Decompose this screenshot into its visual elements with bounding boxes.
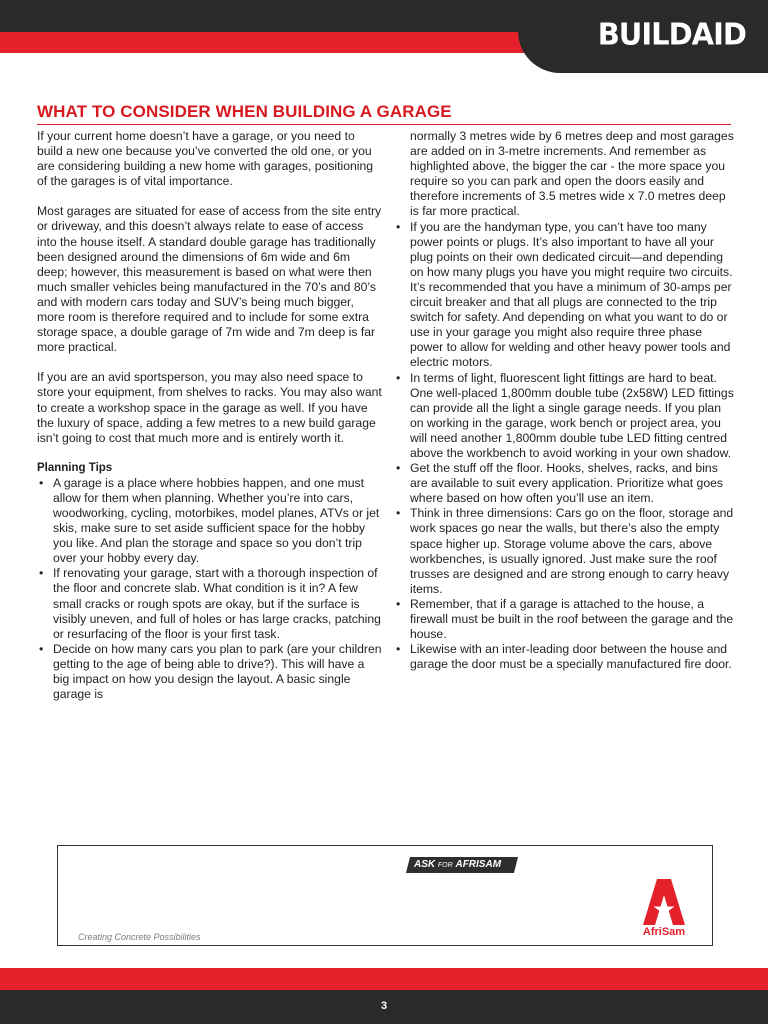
planning-tips-heading: Planning Tips	[37, 461, 113, 474]
sportsperson-paragraph: If you are an avid sportsperson, you may also need space to store your equipment, from shelves to racks. You may also want to create a workshop space in the garage as well. If you have the luxury of space, adding a few metres to a new build garage isn’t going to cost that much more and is entirely worth it.	[37, 370, 382, 445]
list-item	[37, 566, 383, 641]
list-item-text: Remember, that if a garage is attached to the house, a firewall must be built in the roof between the garage and the house.	[410, 596, 734, 642]
page-title: WHAT TO CONSIDER WHEN BUILDING A GARAGE	[37, 102, 452, 121]
page-number: 3	[380, 1000, 388, 1012]
dimensions-paragraph: Most garages are situated for ease of access from the site entry or driveway, and this doesn’t always relate to ease of access into the house itself. A standard double garage has traditionally been designed around the dimensions of 6m wide and 6m deep; however, this measurement is based on what were then much smaller vehicles being manufactured in the 70’s and 80’s and with modern cars today and SUV’s being much bigger, more room is therefore required and to include for some extra storage space, a double garage of 7m wide and 7m deep is far more practical.	[37, 204, 382, 355]
list-item	[394, 461, 736, 506]
afrisam-word: AFRISAM	[455, 859, 502, 870]
for-word: FOR	[437, 862, 453, 869]
intro-paragraph: If your current home doesn’t have a garage, or you need to build a new one because you’ve converted the old one, or you are considering building a new home with garages, positioning of the garages is of vital importance.	[37, 129, 374, 189]
list-item-text: In terms of light, fluorescent light fittings are hard to beat. One well-placed 1,800mm double tube (2x58W) LED fittings can provide all the light a single garage needs. If you plan on working in the garage, work bench or project area, you will need another 1,800mm double tube LED fitting centred above the workbench to avoid working in your own shadow.	[410, 370, 734, 460]
list-item-text: Decide on how many cars you plan to park (are your children getting to the age of being able to drive?). This will have a big impact on how you design the layout. A basic single garage is	[53, 641, 382, 702]
list-item-text: If renovating your garage, start with a thorough inspection of the floor and concrete slab. What condition is it in? A few small cracks or rough spots are okay, but if the surface is visibly uneven, and full of holes or has large cracks, patching or resurfacing of the floor is your first task.	[53, 566, 381, 641]
ask-for-afrisam-text	[414, 857, 501, 873]
planning-tips-list	[37, 476, 383, 702]
list-item	[394, 642, 736, 672]
bullet-icon: •	[39, 475, 44, 490]
afrisam-brand-text: AfriSam	[642, 926, 686, 938]
right-column	[394, 129, 736, 672]
buildaid-logo: BUILDAID	[597, 16, 746, 52]
list-item-text: Think in three dimensions: Cars go on the floor, storage and work spaces go near the walls, but there’s also the empty space higher up. Storage volume above the cars, above workbenches, is usually ignored. Just make sure the roof trusses are designed and are strong enough to carry heavy items.	[410, 506, 734, 596]
list-item	[394, 597, 736, 642]
afrisam-ad-box	[57, 845, 713, 946]
list-item	[394, 506, 736, 597]
list-item	[394, 220, 736, 371]
afrisam-logo	[638, 879, 690, 941]
left-column	[37, 129, 383, 702]
list-item	[37, 642, 383, 702]
list-item-text: If you are the handyman type, you can’t have too many power points or plugs. It’s also important to have all your plug points on their own dedicated circuit—and depending on how many plugs you have you might require two circuits. It’s recommended that you have a minimum of 30-amps per circuit breaker and that all plugs are connected to the trip switch for safety. And depending on what you want to do or use in your garage you might also require three phase power to allow for welding and other heavy power tools and electric motors.	[410, 219, 733, 370]
footer-bar-red	[0, 968, 768, 990]
header-logo-tab	[518, 0, 768, 73]
planning-tips-list-continued	[394, 220, 736, 673]
continued-list-text: normally 3 metres wide by 6 metres deep and most garages are added on in 3-metre increments. And remember as highlighted above, the bigger the car - the more space you require so you can park and open the doors easily and therefore increments of 3.5 metres wide x 7.0 metres deep is far more practical.	[410, 129, 734, 219]
list-item-text: Get the stuff off the floor. Hooks, shelves, racks, and bins are available to suit every application. Prioritize what goes where based on how often you’ll use an item.	[410, 461, 723, 506]
bullet-icon: •	[396, 219, 401, 234]
list-item	[394, 371, 736, 462]
bullet-icon: •	[396, 596, 401, 611]
bullet-icon: •	[39, 566, 44, 581]
title-divider	[37, 124, 731, 125]
bullet-icon: •	[396, 370, 401, 385]
ask-word: ASK	[414, 859, 436, 870]
bullet-icon: •	[396, 506, 401, 521]
bullet-icon: •	[396, 461, 401, 476]
afrisam-star-icon	[643, 879, 685, 925]
list-item	[37, 476, 383, 567]
bullet-icon: •	[39, 641, 44, 656]
list-item-text: A garage is a place where hobbies happen, and one must allow for them when planning. Whether you’re into cars, woodworking, cycling, motorbikes, model planes, ATVs or jet skis, make sure to set aside sufficient space for the hobby you like. And plan the storage and space so you don’t trip over your hobby every day.	[53, 475, 380, 566]
bullet-icon: •	[396, 642, 401, 657]
list-item-text: Likewise with an inter-leading door between the house and garage the door must be a specially manufactured fire door.	[410, 642, 732, 672]
ad-tagline: Creating Concrete Possibilities	[78, 932, 201, 942]
